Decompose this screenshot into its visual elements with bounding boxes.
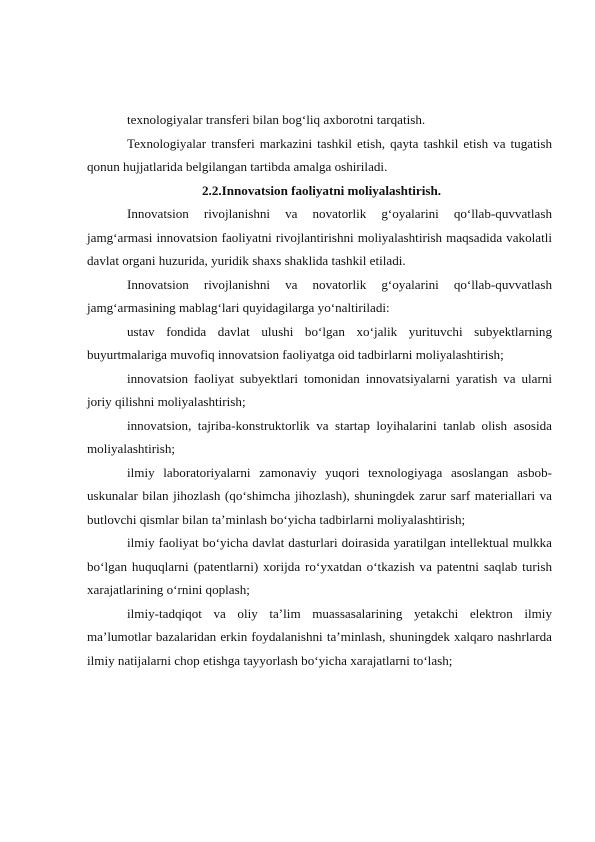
list-item-6: ilmiy-tadqiqot va oliy ta’lim muassasalarining yetakchi elektron ilmiy ma’lumotlar bazalaridan erkin foydalanishni ta’minlash, shuningdek xalqaro nashrlarda ilmiy natijalarni chop etishga tayyorlash bo‘yicha xarajatlarni to‘lash;	[87, 605, 552, 668]
list-item-3: innovatsion, tajriba-konstruktorlik va startap loyihalarini tanlab olish asosida moliyalashtirish;	[87, 417, 552, 456]
section-heading: 2.2.Innovatsion faoliyatni moliyalashtirish.	[202, 182, 441, 198]
paragraph-4: Innovatsion rivojlanishni va novatorlik g‘oyalarini qo‘llab-quvvatlash jamg‘armasining mablag‘lari quyidagilarga yo‘naltiriladi:	[87, 276, 552, 315]
list-item-2: innovatsion faoliyat subyektlari tomonidan innovatsiyalarni yaratish va ularni joriy qilishni moliyalashtirish;	[87, 370, 552, 409]
list-item-4: ilmiy laboratoriyalarni zamonaviy yuqori texnologiyaga asoslangan asbob-uskunalar bilan jihozlash (qo‘shimcha jihozlash), shuningdek zarur sarf materiallari va butlovchi qismlar bilan ta’minlash bo‘yicha tadbirlarni moliyalashtirish;	[87, 464, 552, 527]
list-item-1: ustav fondida davlat ulushi bo‘lgan xo‘jalik yurituvchi subyektlarning buyurtmalariga muvofiq innovatsion faoliyatga oid tadbirlarni moliyalashtirish;	[87, 323, 552, 362]
list-item-5: ilmiy faoliyat bo‘yicha davlat dasturlari doirasida yaratilgan intellektual mulkka bo‘lgan huquqlarni (patentlarni) xorijda ro‘yxatdan o‘tkazish va patentni saqlab turish xarajatlarining o‘rnini qoplash;	[87, 535, 552, 597]
paragraph-1: texnologiyalar transferi bilan bog‘liq axborotni tarqatish.	[127, 112, 426, 127]
document-body	[87, 108, 552, 672]
paragraph-3: Innovatsion rivojlanishni va novatorlik g‘oyalarini qo‘llab-quvvatlash jamg‘armasi innovatsion faoliyatni rivojlantirishni moliyalashtirish maqsadida vakolatli davlat organi huzurida, yuridik shaxs shaklida tashkil etiladi.	[87, 206, 552, 268]
paragraph-2: Texnologiyalar transferi markazini tashkil etish, qayta tashkil etish va tugatish qonun hujjatlarida belgilangan tartibda amalga oshiriladi.	[87, 135, 552, 174]
